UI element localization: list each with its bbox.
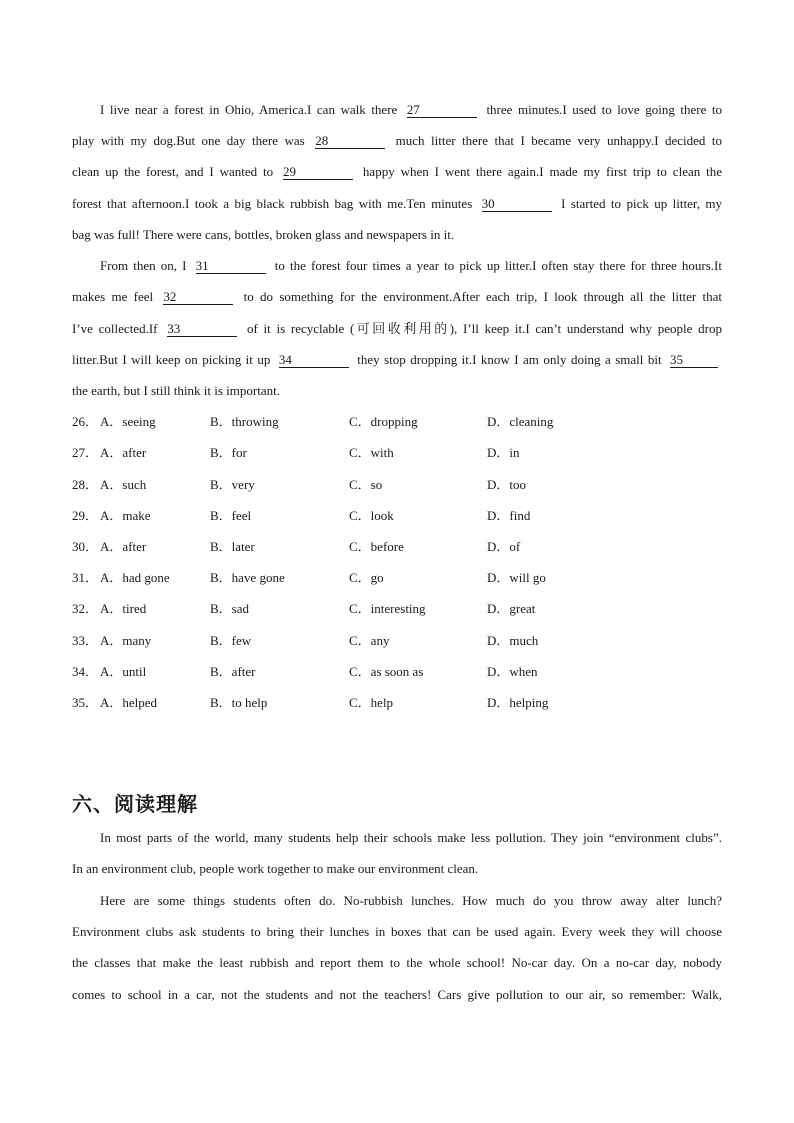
- option-c: C．help: [349, 695, 394, 710]
- line-text: forest that afternoon.I took a big black rubbish bag with me.Ten minutes: [72, 196, 473, 211]
- option-a: A．helped: [100, 695, 158, 710]
- question-number: 31．: [72, 570, 99, 585]
- line-text: I’ve collected.If: [72, 321, 158, 336]
- question-row: [72, 443, 672, 463]
- question-row: [72, 568, 672, 588]
- option-b: B．feel: [210, 508, 252, 523]
- option-d: D．will go: [487, 570, 546, 585]
- question-number: 26．: [72, 414, 99, 429]
- question-row: [72, 599, 672, 619]
- option-a: A．had gone: [100, 570, 170, 585]
- line-text: I live near a forest in Ohio, America.I can walk there: [100, 102, 398, 117]
- option-c: C．with: [349, 445, 394, 460]
- line-text: much litter there that I became very unhappy.I decided to: [395, 133, 723, 148]
- option-d: D．in: [487, 445, 520, 460]
- question-number: 33．: [72, 633, 99, 648]
- option-b: B．to help: [210, 695, 268, 710]
- option-c: C．look: [349, 508, 394, 523]
- passage-line: [72, 225, 454, 245]
- passage-line: [72, 350, 722, 370]
- line-text: play with my dog.But one day there was: [72, 133, 305, 148]
- option-d: D．great: [487, 601, 536, 616]
- passage-line: Environment clubs ask students to bring their lunches in boxes that can be used again. Every week they will choose: [72, 924, 722, 939]
- blank-34: 34: [279, 352, 349, 368]
- option-c: C．dropping: [349, 414, 418, 429]
- option-d: D．when: [487, 664, 538, 679]
- option-d: D．of: [487, 539, 521, 554]
- question-number: 29．: [72, 508, 99, 523]
- option-a: A．after: [100, 539, 147, 554]
- blank-33: 33: [167, 321, 237, 337]
- passage-line: [72, 162, 722, 182]
- question-row: [72, 475, 672, 495]
- passage-line: Here are some things students often do. No-rubbish lunches. How much do you throw away alter lunch?: [100, 893, 722, 908]
- option-c: C．any: [349, 633, 390, 648]
- passage-line: [72, 100, 722, 120]
- question-number: 34．: [72, 664, 99, 679]
- blank-35: 35: [670, 352, 718, 368]
- option-c: C．before: [349, 539, 404, 554]
- question-row: [72, 412, 672, 432]
- passage-line: [72, 319, 722, 339]
- option-d: D．cleaning: [487, 414, 554, 429]
- line-text: the earth, but I still think it is important.: [72, 383, 280, 398]
- option-a: A．seeing: [100, 414, 156, 429]
- question-row: [72, 631, 672, 651]
- passage-line: In most parts of the world, many students help their schools make less pollution. They join “environment clubs”.: [100, 830, 722, 845]
- option-d: D．much: [487, 633, 539, 648]
- question-number: 35．: [72, 695, 99, 710]
- question-row: [72, 693, 672, 713]
- blank-31: 31: [196, 258, 266, 274]
- line-text: happy when I went there again.I made my first trip to clean the: [362, 164, 723, 179]
- section-title: 六、阅读理解: [72, 792, 198, 816]
- option-b: B．for: [210, 445, 247, 460]
- line-text: to do something for the environment.After each trip, I look through all the litter that: [243, 289, 723, 304]
- option-a: A．until: [100, 664, 147, 679]
- passage-line: the classes that make the least rubbish and report them to the whole school! No-car day. On a no-car day, nobody: [72, 955, 722, 970]
- line-text: three minutes.I used to love going there to: [486, 102, 723, 117]
- question-row: [72, 537, 672, 557]
- question-number: 32．: [72, 601, 99, 616]
- option-a: A．after: [100, 445, 147, 460]
- passage-line: [72, 194, 722, 214]
- option-c: C．interesting: [349, 601, 426, 616]
- blank-29: 29: [283, 164, 353, 180]
- option-b: B．have gone: [210, 570, 285, 585]
- option-b: B．very: [210, 477, 255, 492]
- option-d: D．too: [487, 477, 527, 492]
- line-text: to the forest four times a year to pick up litter.I often stay there for three hours.It: [274, 258, 722, 273]
- question-row: [72, 506, 672, 526]
- option-b: B．sad: [210, 601, 250, 616]
- passage-line: [72, 381, 280, 401]
- option-b: B．throwing: [210, 414, 279, 429]
- option-a: A．make: [100, 508, 151, 523]
- question-number: 27．: [72, 445, 99, 460]
- question-number: 28．: [72, 477, 99, 492]
- passage-line: In an environment club, people work together to make our environment clean.: [72, 861, 479, 876]
- option-a: A．tired: [100, 601, 147, 616]
- option-d: D．find: [487, 508, 531, 523]
- option-b: B．after: [210, 664, 256, 679]
- line-text: makes me feel: [72, 289, 154, 304]
- line-text: From then on, I: [100, 258, 187, 273]
- question-number: 30．: [72, 539, 99, 554]
- option-a: A．such: [100, 477, 147, 492]
- passage-line: [72, 131, 722, 151]
- option-c: C．as soon as: [349, 664, 424, 679]
- line-text: litter.But I will keep on picking it up: [72, 352, 271, 367]
- blank-28: 28: [315, 133, 385, 149]
- passage-line: [72, 256, 722, 276]
- blank-30: 30: [482, 196, 552, 212]
- line-text: I started to pick up litter, my: [561, 196, 722, 211]
- blank-32: 32: [163, 289, 233, 305]
- option-c: C．so: [349, 477, 383, 492]
- option-b: B．few: [210, 633, 252, 648]
- line-text: clean up the forest, and I wanted to: [72, 164, 274, 179]
- option-b: B．later: [210, 539, 255, 554]
- option-c: C．go: [349, 570, 384, 585]
- option-d: D．helping: [487, 695, 549, 710]
- line-text: bag was full! There were cans, bottles, broken glass and newspapers in it.: [72, 227, 455, 242]
- passage-line: comes to school in a car, not the students and not the teachers! Cars give pollution to our air, so remember: Walk,: [72, 987, 722, 1002]
- passage-line: [72, 287, 722, 307]
- question-row: [72, 662, 672, 682]
- line-text: they stop dropping it.I know I am only doing a small bit: [357, 352, 662, 367]
- option-a: A．many: [100, 633, 152, 648]
- line-text: of it is recyclable (可回收利用的), I’ll keep it.I can’t understand why people drop: [246, 321, 722, 336]
- blank-27: 27: [407, 102, 477, 118]
